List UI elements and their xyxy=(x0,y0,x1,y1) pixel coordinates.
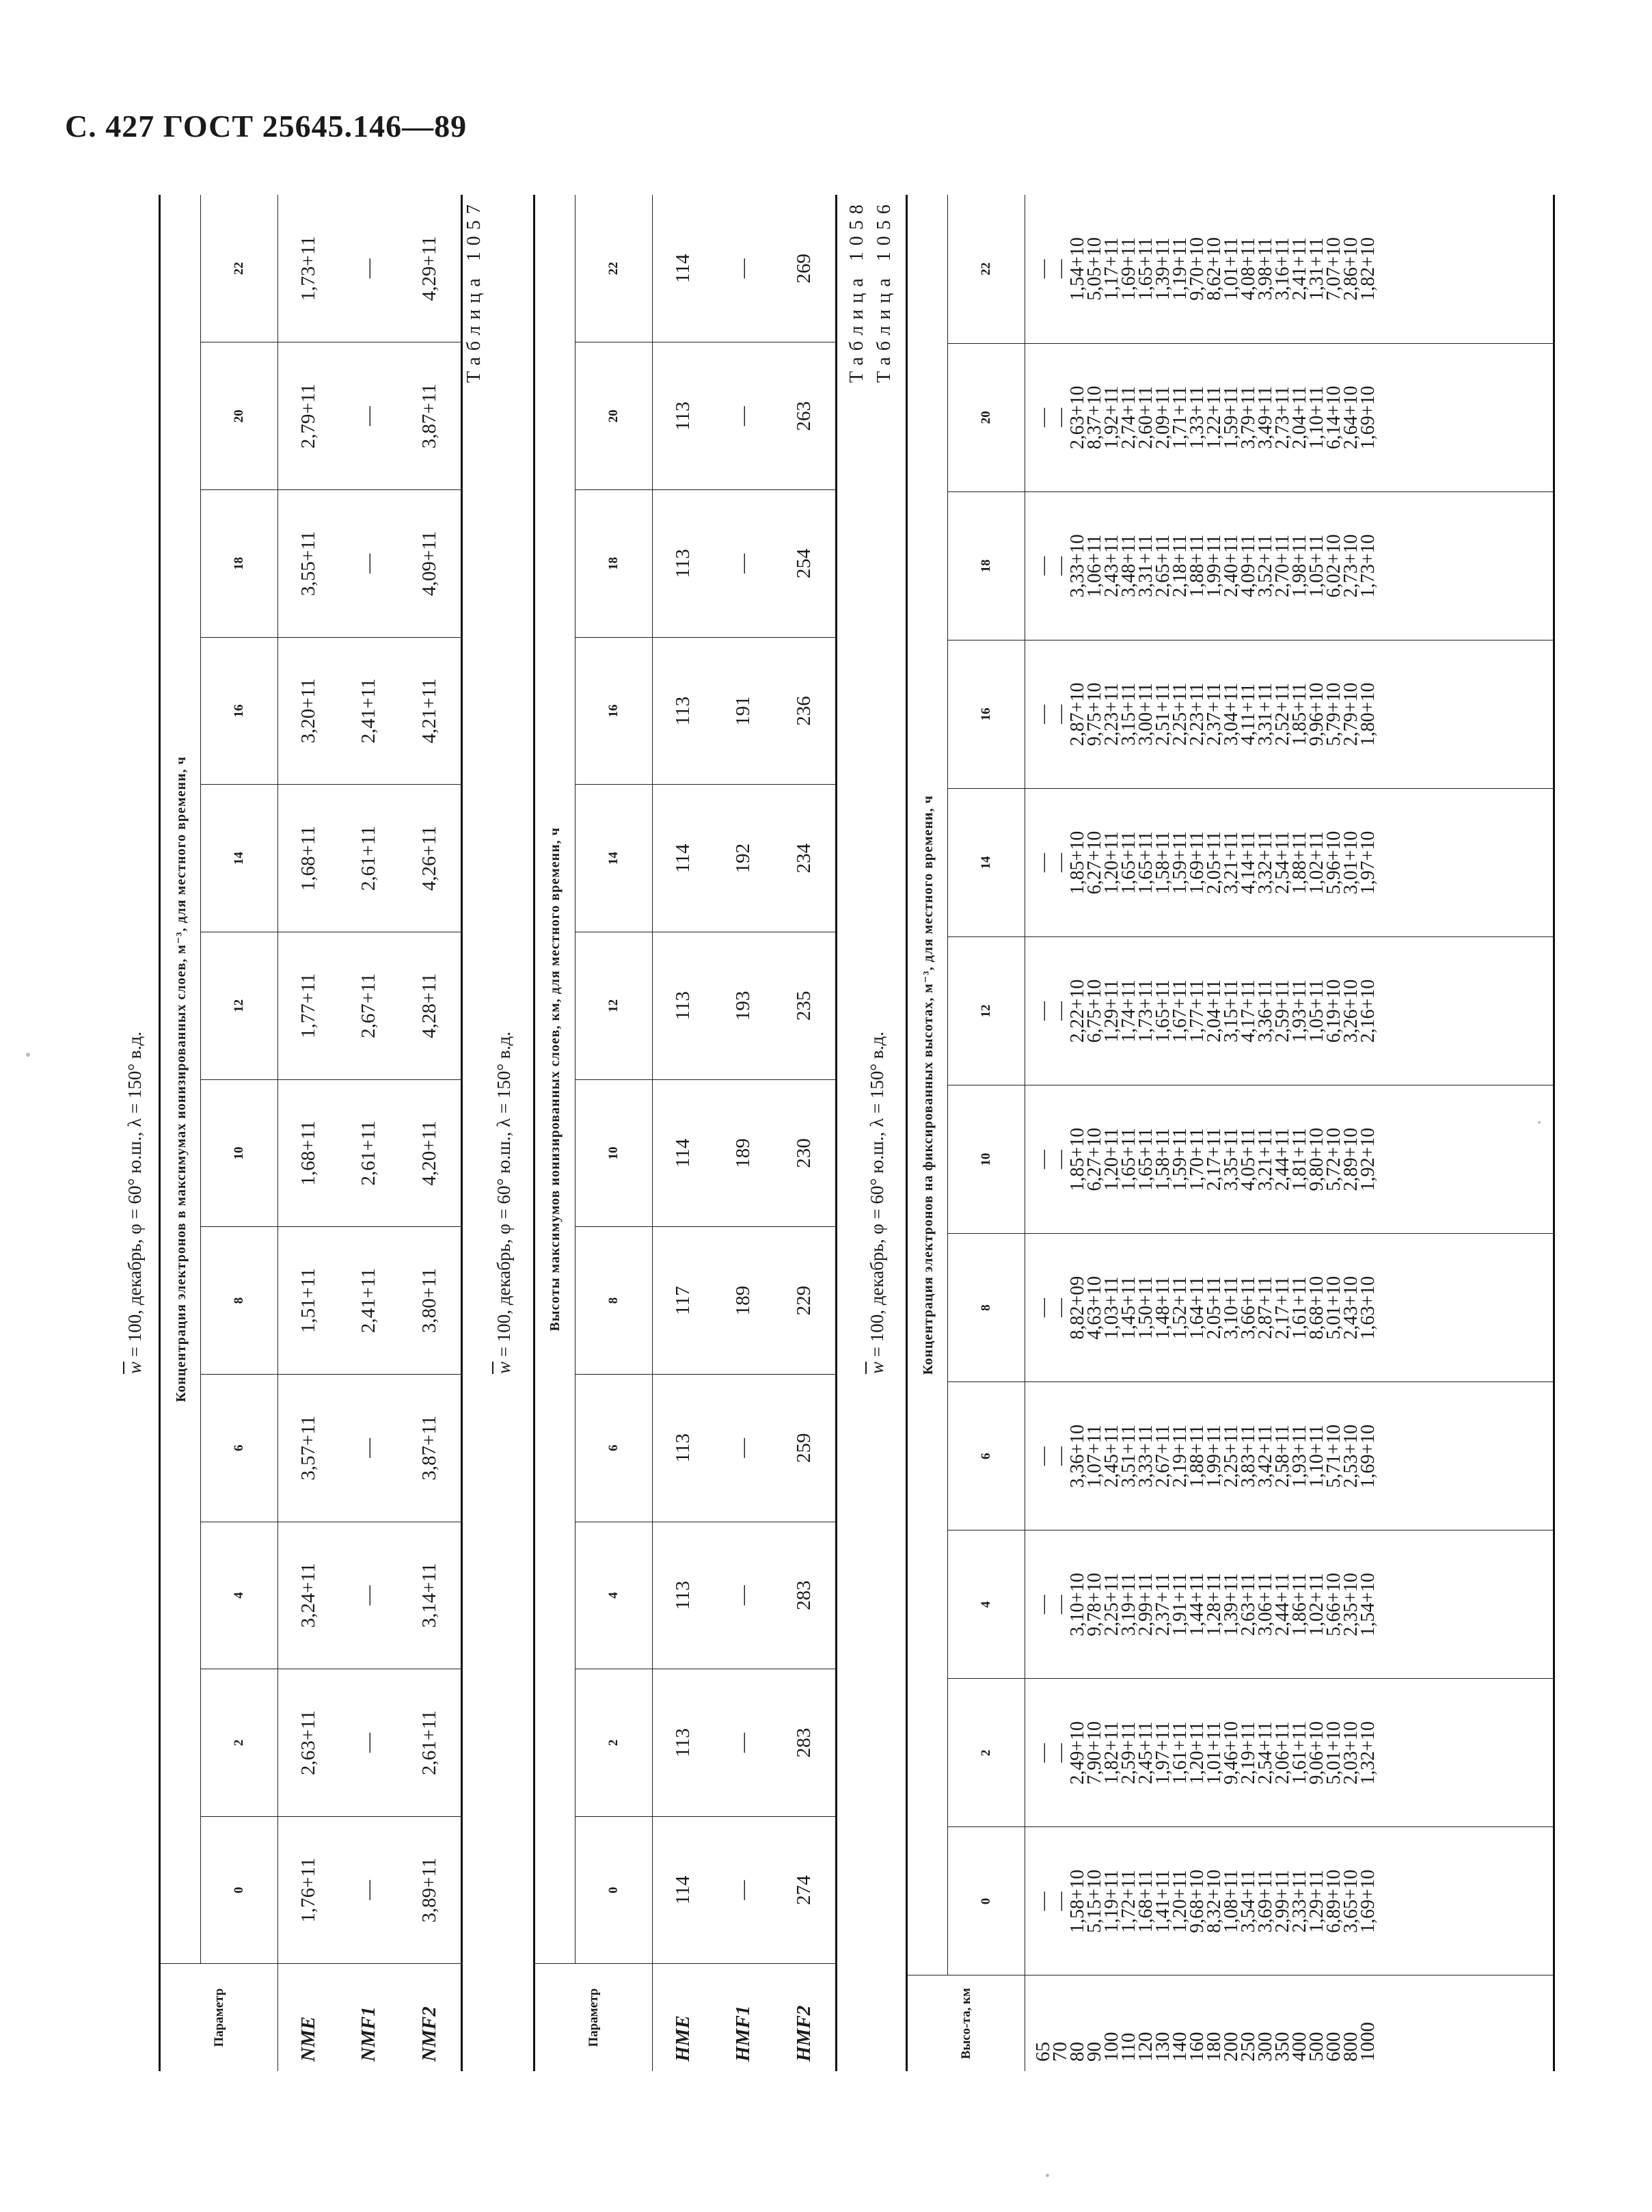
table-cell: 3,57+11 xyxy=(278,1374,339,1522)
hour-header: 16 xyxy=(948,640,1025,788)
table-cell: 4,21+11 xyxy=(399,637,462,785)
scan-speck xyxy=(26,1053,30,1057)
group-header: Концентрация электронов на фиксированных высотах, м⁻³, для местного времени, ч xyxy=(907,195,948,1975)
table-cell: 191 xyxy=(714,637,774,785)
table-cell: — xyxy=(339,1816,399,1964)
data-column: — — 1,85+10 6,27+10 1,20+11 1,65+11 1,65+11 1,58+11 1,59+11 1,69+11 2,05+11 3,21+11 4,14+11 3,32+11 2,54+11 1,88+11 1,02+11 5,96+10 3,01+10 1,97+10 xyxy=(1025,788,1554,936)
table-cell: 229 xyxy=(774,1227,837,1375)
table-cell: 113 xyxy=(653,637,714,785)
table-cell: 113 xyxy=(653,1669,714,1817)
table-cell: 2,61+11 xyxy=(339,785,399,932)
hour-header: 20 xyxy=(201,342,278,490)
table-cell: 283 xyxy=(774,1669,837,1817)
table-cell: — xyxy=(339,195,399,342)
param-name: NME xyxy=(278,1964,339,2071)
data-column: — — 2,49+10 7,90+10 1,82+11 2,59+11 2,45+11 1,97+11 1,61+11 1,20+11 1,01+11 9,46+10 2,19+11 2,54+11 2,06+11 1,61+11 9,06+10 5,01+10 2,03+10 1,32+10 xyxy=(1025,1679,1554,1827)
data-column: — — 1,58+10 5,15+10 1,19+11 1,72+11 1,68+11 1,41+11 1,20+11 9,68+10 8,32+10 1,08+11 3,54+11 3,69+11 2,99+11 2,33+11 1,29+11 6,89+10 3,65+10 1,69+10 xyxy=(1025,1827,1554,1975)
table-cell: 3,24+11 xyxy=(278,1522,339,1669)
table-cell: 113 xyxy=(653,1374,714,1522)
hour-header: 8 xyxy=(201,1227,278,1375)
table-1056 xyxy=(159,195,463,2071)
table-cell: 1,51+11 xyxy=(278,1227,339,1375)
hour-header: 4 xyxy=(201,1522,278,1669)
table-cell: 113 xyxy=(653,342,714,490)
table-cell: — xyxy=(339,1374,399,1522)
table-cell: 114 xyxy=(653,1079,714,1227)
hour-header: 16 xyxy=(201,637,278,785)
altitude-column: 65 70 80 90 100 110 120 130 140 160 180 200 250 300 350 400 500 600 800 1000 xyxy=(1025,1975,1554,2071)
table-cell: 4,20+11 xyxy=(399,1079,462,1227)
table-cell: 3,87+11 xyxy=(399,342,462,490)
altitude-header: Высо-та, км xyxy=(907,1975,1025,2071)
hour-header: 6 xyxy=(948,1382,1025,1530)
table-cell: 234 xyxy=(774,785,837,932)
hour-header: 22 xyxy=(576,195,653,342)
hour-header: 14 xyxy=(948,788,1025,936)
table-cell: 259 xyxy=(774,1374,837,1522)
param-header: Параметр xyxy=(534,1964,653,2071)
hour-header: 20 xyxy=(948,343,1025,491)
table-row xyxy=(653,195,714,2071)
param-name: HMF1 xyxy=(714,1964,774,2071)
table-cell: 2,67+11 xyxy=(339,932,399,1079)
table-1056-subtitle: $\overline{w} = 100$, декабрь, φ = 60° ю.ш., λ = 150° в.д. xyxy=(124,1031,145,1374)
data-column: — — 3,10+10 9,78+10 2,25+11 3,19+11 2,99+11 2,37+11 1,91+11 1,44+11 1,28+11 1,39+11 2,63+11 3,06+11 2,44+11 1,86+11 1,02+11 5,66+10 2,35+10 1,54+10 xyxy=(1025,1530,1554,1679)
hour-header: 10 xyxy=(948,1085,1025,1234)
table-1056-label: Таблица 1056 xyxy=(874,198,895,383)
table-1057-label: Таблица 1057 xyxy=(463,198,485,383)
table-cell: 3,20+11 xyxy=(278,637,339,785)
table-1057-subtitle: $\overline{w} = 100$, декабрь, φ = 60° ю.ш., λ = 150° в.д. xyxy=(493,1031,514,1374)
page-header: С. 427 ГОСТ 25645.146—89 xyxy=(65,109,468,144)
table-cell: 269 xyxy=(774,195,837,342)
param-name: HME xyxy=(653,1964,714,2071)
table-cell: — xyxy=(339,490,399,638)
hour-header: 2 xyxy=(576,1669,653,1817)
table-cell: 274 xyxy=(774,1816,837,1964)
table-row xyxy=(339,195,399,2071)
table-cell: 254 xyxy=(774,490,837,638)
table-cell: 2,41+11 xyxy=(339,1227,399,1375)
scan-speck xyxy=(1046,2174,1049,2177)
data-column: — — 2,87+10 9,75+10 2,23+11 3,15+11 3,00+11 2,51+11 2,25+11 2,23+11 2,37+11 3,04+11 4,11+11 3,31+11 2,52+11 1,85+11 9,96+10 5,79+10 2,79+10 1,80+10 xyxy=(1025,640,1554,788)
data-column: — — 2,22+10 6,75+10 1,29+11 1,74+11 1,73+11 1,65+11 1,67+11 1,77+11 2,04+11 3,15+11 4,17+11 3,36+11 2,59+11 1,93+11 1,05+11 6,19+10 3,26+10 2,16+10 xyxy=(1025,937,1554,1085)
hour-header: 14 xyxy=(201,785,278,932)
data-column: — — 8,82+09 4,63+10 1,03+11 1,45+11 1,50+11 1,48+11 1,52+11 1,64+11 2,05+11 3,10+11 3,66+11 2,87+11 2,17+11 1,61+11 8,68+10 5,01+10 2,43+10 1,63+10 xyxy=(1025,1234,1554,1382)
table-row xyxy=(714,195,774,2071)
table-cell: 235 xyxy=(774,932,837,1079)
data-column: — — 3,33+10 1,06+11 2,43+11 3,48+11 3,31+11 2,65+11 2,18+11 1,88+11 1,99+11 2,40+11 4,09+11 3,52+11 2,70+11 1,98+11 1,05+11 6,02+10 2,73+10 1,73+10 xyxy=(1025,491,1554,640)
hour-header: 22 xyxy=(201,195,278,342)
table-cell: 1,77+11 xyxy=(278,932,339,1079)
table-cell: 236 xyxy=(774,637,837,785)
hour-header: 10 xyxy=(201,1079,278,1227)
hour-header: 18 xyxy=(201,490,278,638)
solar-activity-symbol: $\overline{w}$ xyxy=(867,1361,887,1374)
param-header: Параметр xyxy=(160,1964,278,2071)
table-cell: — xyxy=(339,342,399,490)
hour-header: 0 xyxy=(201,1816,278,1964)
solar-activity-symbol: $\overline{w}$ xyxy=(493,1361,514,1374)
table-1058-subtitle: $\overline{w} = 100$, декабрь, φ = 60° ю.ш., λ = 150° в.д. xyxy=(867,1031,887,1374)
data-column: — — 1,54+10 5,05+10 1,17+11 1,69+11 1,65+11 1,39+11 1,19+11 9,70+10 8,62+10 1,01+11 4,08+11 3,98+11 3,16+11 2,41+11 1,31+11 7,07+10 2,86+10 1,82+10 xyxy=(1025,195,1554,343)
table-cell: 113 xyxy=(653,490,714,638)
table-cell: 114 xyxy=(653,195,714,342)
table-cell: 114 xyxy=(653,1816,714,1964)
table-cell: — xyxy=(714,195,774,342)
table-cell: 3,87+11 xyxy=(399,1374,462,1522)
table-cell: — xyxy=(714,1816,774,1964)
hour-header: 0 xyxy=(576,1816,653,1964)
table-cell: 4,09+11 xyxy=(399,490,462,638)
table-cell: 117 xyxy=(653,1227,714,1375)
hour-header: 6 xyxy=(201,1374,278,1522)
hour-header: 10 xyxy=(576,1079,653,1227)
hour-header: 2 xyxy=(948,1679,1025,1827)
table-cell: 4,29+11 xyxy=(399,195,462,342)
table-cell: 4,26+11 xyxy=(399,785,462,932)
table-cell: 3,80+11 xyxy=(399,1227,462,1375)
table-cell: — xyxy=(714,490,774,638)
table-cell: 2,41+11 xyxy=(339,637,399,785)
param-name: NMF1 xyxy=(339,1964,399,2071)
table-1058 xyxy=(906,195,1555,2071)
table-cell: 1,68+11 xyxy=(278,1079,339,1227)
table-row xyxy=(399,195,462,2071)
table-cell: 113 xyxy=(653,1522,714,1669)
table-cell: 1,73+11 xyxy=(278,195,339,342)
table-cell: 189 xyxy=(714,1227,774,1375)
table-cell: 3,14+11 xyxy=(399,1522,462,1669)
table-cell: 1,76+11 xyxy=(278,1816,339,1964)
hour-header: 14 xyxy=(576,785,653,932)
hour-header: 16 xyxy=(576,637,653,785)
table-cell: 4,28+11 xyxy=(399,932,462,1079)
data-column: — — 3,36+10 1,07+11 2,45+11 3,51+11 3,33+11 2,67+11 2,19+11 1,88+11 1,99+11 2,25+11 3,83+11 3,42+11 2,58+11 1,93+11 1,10+11 5,71+10 2,53+10 1,69+10 xyxy=(1025,1382,1554,1530)
hour-header: 8 xyxy=(948,1234,1025,1382)
hour-header: 12 xyxy=(201,932,278,1079)
data-column: — — 2,63+10 8,37+10 1,92+11 2,74+11 2,60+11 2,09+11 1,71+11 1,33+11 1,22+11 1,59+11 3,79+11 3,49+11 2,73+11 2,04+11 1,10+11 6,14+10 2,64+10 1,69+10 xyxy=(1025,343,1554,491)
scan-speck xyxy=(1538,1121,1541,1124)
hour-header: 2 xyxy=(201,1669,278,1817)
hour-header: 22 xyxy=(948,195,1025,343)
hour-header: 18 xyxy=(948,491,1025,640)
hour-header: 12 xyxy=(948,937,1025,1085)
table-cell: 230 xyxy=(774,1079,837,1227)
table-cell: 113 xyxy=(653,932,714,1079)
table-cell: 114 xyxy=(653,785,714,932)
table-cell: — xyxy=(714,1522,774,1669)
param-name: HMF2 xyxy=(774,1964,837,2071)
table-1057 xyxy=(533,195,837,2071)
table-cell: 3,89+11 xyxy=(399,1816,462,1964)
table-cell: — xyxy=(339,1669,399,1817)
table-cell: 193 xyxy=(714,932,774,1079)
table-cell: — xyxy=(339,1522,399,1669)
table-cell: 2,61+11 xyxy=(339,1079,399,1227)
table-row xyxy=(278,195,339,2071)
data-column: — — 1,85+10 6,27+10 1,20+11 1,65+11 1,65+11 1,58+11 1,59+11 1,70+11 2,17+11 3,35+11 4,05+11 3,21+11 2,44+11 1,81+11 9,80+10 5,72+10 2,89+10 1,92+10 xyxy=(1025,1085,1554,1234)
table-cell: 189 xyxy=(714,1079,774,1227)
table-cell: 2,79+11 xyxy=(278,342,339,490)
hour-header: 4 xyxy=(948,1530,1025,1679)
hour-header: 6 xyxy=(576,1374,653,1522)
table-cell: 263 xyxy=(774,342,837,490)
group-header: Концентрация электронов в максимумах ионизированных слоев, м⁻³, для местного времени, ч xyxy=(160,195,201,1964)
hour-header: 8 xyxy=(576,1227,653,1375)
table-row xyxy=(1025,195,1554,2071)
hour-header: 12 xyxy=(576,932,653,1079)
table-cell: — xyxy=(714,1669,774,1817)
table-1058-label: Таблица 1058 xyxy=(846,198,867,383)
table-cell: 2,61+11 xyxy=(399,1669,462,1817)
hour-header: 0 xyxy=(948,1827,1025,1975)
table-cell: — xyxy=(714,342,774,490)
table-cell: 1,68+11 xyxy=(278,785,339,932)
table-cell: 2,63+11 xyxy=(278,1669,339,1817)
param-name: NMF2 xyxy=(399,1964,462,2071)
table-cell: — xyxy=(714,1374,774,1522)
table-cell: 283 xyxy=(774,1522,837,1669)
group-header: Высоты максимумов ионизированных слоев, км, для местного времени, ч xyxy=(534,195,576,1964)
hour-header: 18 xyxy=(576,490,653,638)
table-cell: 192 xyxy=(714,785,774,932)
table-cell: 3,55+11 xyxy=(278,490,339,638)
solar-activity-symbol: $\overline{w}$ xyxy=(124,1361,145,1374)
table-row xyxy=(774,195,837,2071)
hour-header: 20 xyxy=(576,342,653,490)
hour-header: 4 xyxy=(576,1522,653,1669)
